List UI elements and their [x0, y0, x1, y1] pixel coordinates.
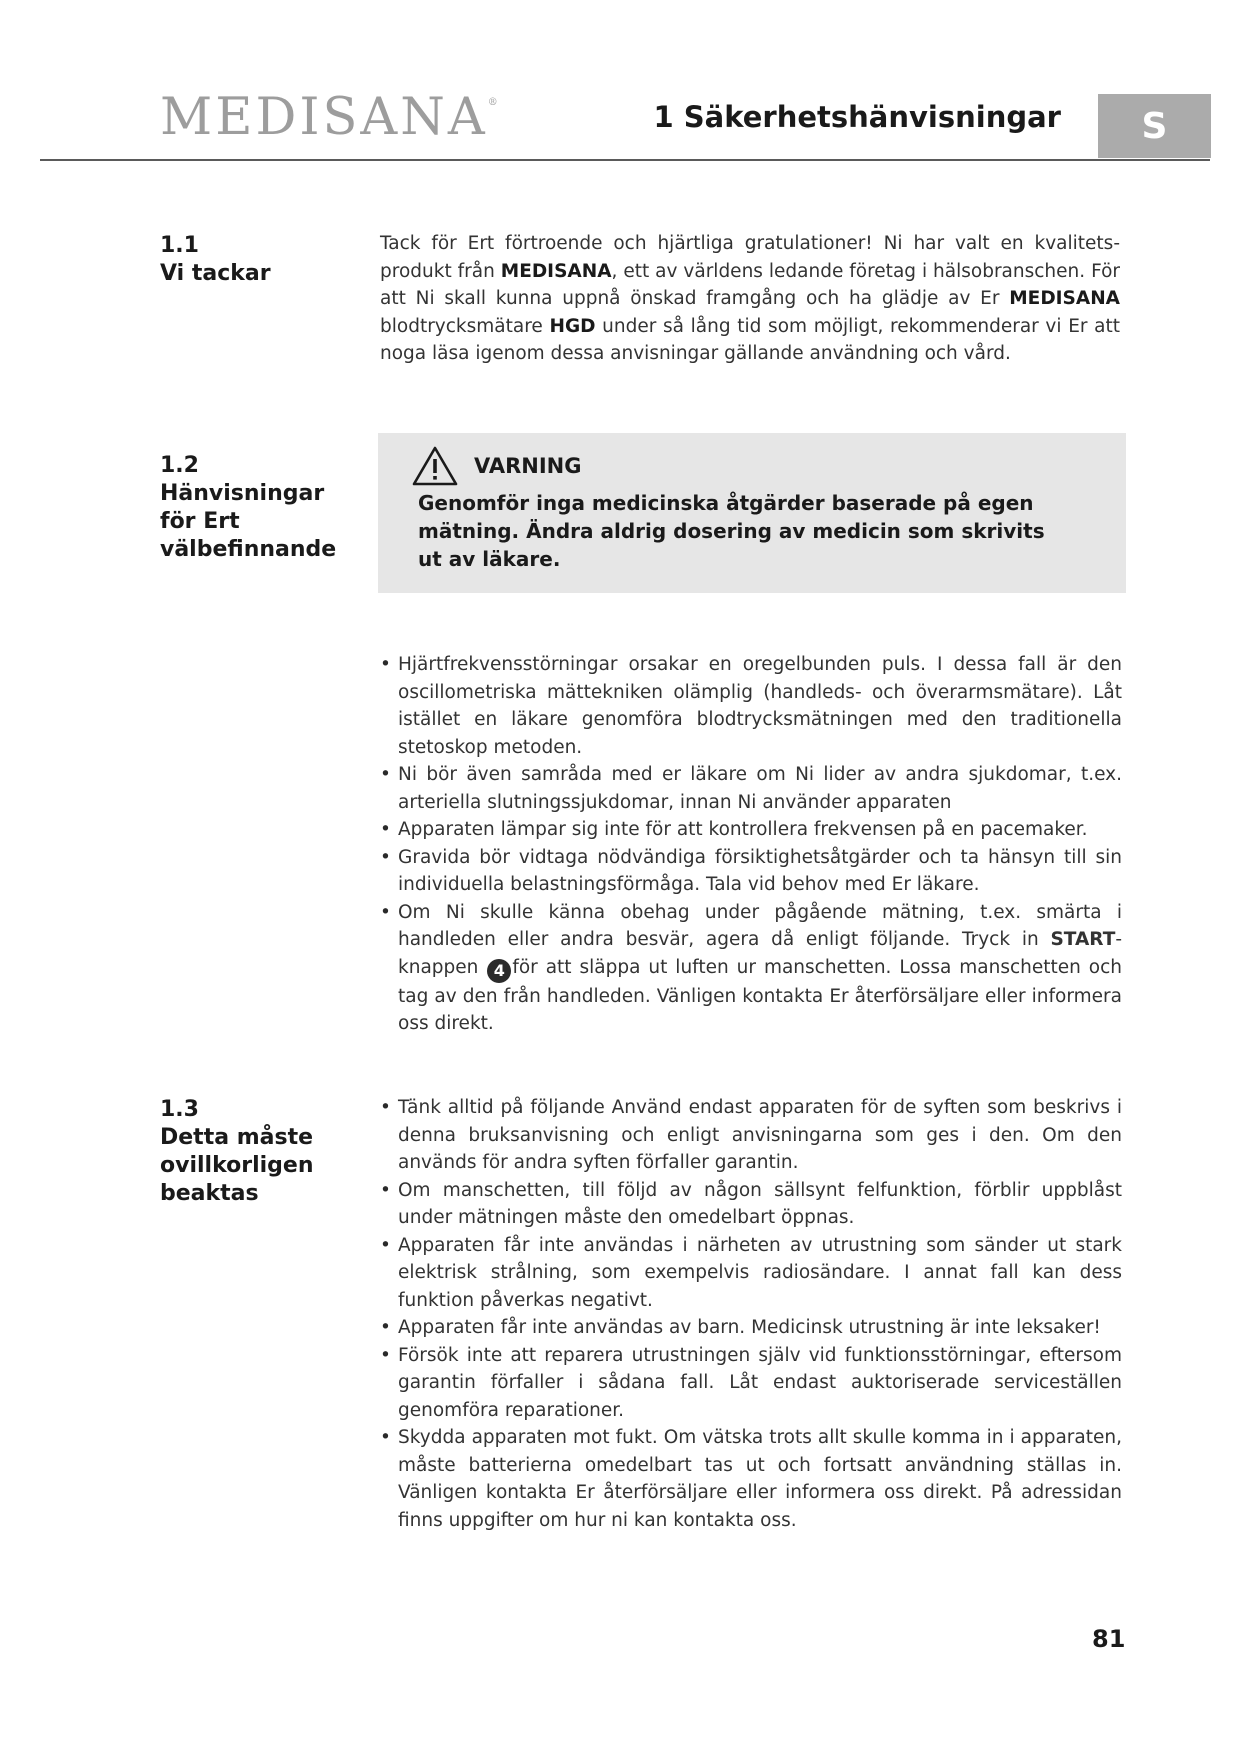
text-run: Om Ni skulle känna obehag under pågående mätning, t.ex. smärta i handleden eller andra besvär, agera då enligt följande. Tryck in [398, 901, 1122, 950]
list-item: • Apparaten får inte användas av barn. Medicinsk utrustning är inte leksaker! [380, 1314, 1122, 1342]
precautions-list [380, 1094, 1122, 1534]
warning-box [378, 433, 1126, 593]
section-title-line: Vi tackar [160, 261, 271, 286]
list-item: • Hjärtfrekvensstörningar orsakar en oregelbunden puls. I dessa fall är den oscillometriska mättekniken olämplig (handleds- och överarmsmätare). Låt istället en läkare genomföra blodtrycksmätningen med den traditionella stetoskop metoden. [380, 651, 1122, 761]
intro-paragraph [380, 230, 1120, 368]
brand-emphasis: MEDISANA [500, 260, 612, 282]
start-button-label: START [1050, 929, 1116, 950]
warning-triangle-icon [412, 445, 458, 487]
text-run: under så lång tid som möjligt, rekommenderar vi Er att noga läsa igenom dessa anvisningar gällande användning och vård. [380, 315, 1120, 364]
section-title-line: för Ert [160, 509, 240, 534]
text-run: blodtrycksmätare [380, 315, 550, 337]
brand-logo [160, 88, 501, 147]
list-item: • Apparaten lämpar sig inte för att kontrollera frekvensen på en pacemaker. [380, 816, 1122, 844]
section-title-line: ovillkorligen [160, 1153, 314, 1178]
section-title-line: beaktas [160, 1181, 259, 1206]
section-heading-1-1 [160, 232, 271, 288]
list-item: • Tänk alltid på följande Använd endast apparaten för de syften som beskrivs i denna bruksanvisning och enligt anvisningarna som ges i den. Om den används för andra syften förfaller garantin. [380, 1094, 1122, 1177]
section-number: 1.3 [160, 1097, 199, 1122]
list-item: • Försök inte att reparera utrustningen själv vid funktionsstörningar, eftersom garantin förfaller i sådana fall. Låt endast auktoriserade serviceställen genomföra reparationer. [380, 1342, 1122, 1425]
section-heading-1-3 [160, 1096, 314, 1208]
section-heading-1-2 [160, 452, 336, 564]
section-title-line: Hänvisningar [160, 481, 325, 506]
model-emphasis: HGD [549, 315, 596, 337]
list-item: • Ni bör även samråda med er läkare om Ni lider av andra sjukdomar, t.ex. arteriella slutningssjukdomar, innan Ni använder apparaten [380, 761, 1122, 816]
brand-emphasis: MEDISANA [1009, 288, 1120, 309]
logo-text: MEDISANA [160, 88, 488, 147]
list-item: • Om manschetten, till följd av någon sällsynt felfunktion, förblir uppblåst under mätningen måste den omedelbart öppnas. [380, 1177, 1122, 1232]
list-item: • Skydda apparaten mot fukt. Om vätska trots allt skulle komma in i apparaten, måste batterierna omedelbart tas ut och fortsatt användning ställas in. Vänligen kontakta Er återförsäljare eller informera oss direkt. På adressidan finns uppgifter om hur ni kan kontakta oss. [380, 1424, 1122, 1534]
page-number: 81 [1092, 1625, 1126, 1653]
text-run: -knappen [398, 929, 1122, 978]
warning-header [412, 445, 581, 487]
list-item [380, 899, 1122, 1038]
list-item: • Gravida bör vidtaga nödvändiga försiktighetsåtgärder och ta hänsyn till sin individuella belastningsförmåga. Tala vid behov med Er läkare. [380, 844, 1122, 899]
header-divider [40, 159, 1210, 161]
section-number: 1.1 [160, 233, 199, 258]
warning-label: VARNING [474, 454, 582, 478]
wellbeing-list [380, 651, 1122, 1038]
text-run: för att släppa ut luften ur manschetten. Lossa manschetten och tag av den från handleden. Vänligen kontakta Er återförsäljare eller informera oss direkt. [398, 956, 1123, 1034]
registered-mark: ® [487, 97, 501, 108]
warning-text: Genomför inga medicinska åtgärder baserade på egen mätning. Ändra aldrig dosering av medicin som skrivits ut av läkare. [418, 491, 1045, 571]
section-number: 1.2 [160, 453, 199, 478]
callout-number-4-icon: 4 [487, 959, 511, 983]
chapter-title: 1 Säkerhetshänvisningar [653, 100, 1061, 134]
section-title-line: välbefinnande [160, 537, 337, 562]
text-run: , ett av världens ledande företag i hälsobranschen. För att Ni skall kunna uppnå önskad framgång och ha glädje av Er [380, 260, 1120, 309]
list-item: • Apparaten får inte användas i närheten av utrustning som sänder ut stark elektrisk strålning, som exempelvis radiosändare. I annat fall kan dess funktion påverkas negativt. [380, 1232, 1122, 1315]
language-tab: S [1098, 94, 1211, 158]
section-title-line: Detta måste [160, 1125, 314, 1150]
text-run: Tack för Ert förtroende och hjärtliga gratulationer! Ni har valt en kvalitetsprodukt från [380, 233, 1120, 282]
